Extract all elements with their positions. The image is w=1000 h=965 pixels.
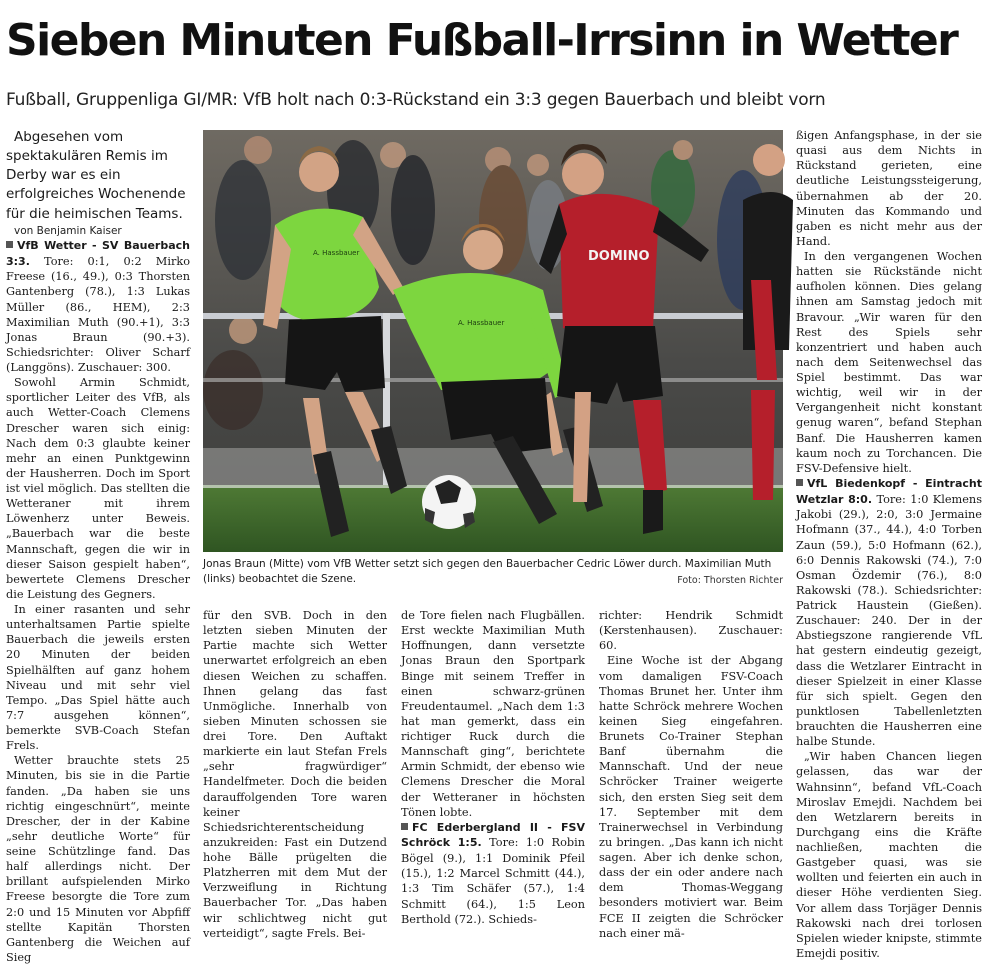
paragraph: für den SVB. Doch in den letzten sieben Minuten der Partie machte sich Wetter unerwartet erfolgreich an eben diesen Weichen zu schaffen. Ihnen gelang das fast Unmögliche. Innerhalb von sieben Minuten schossen sie drei Tore. Den Auftakt markierte ein laut Stefan Frels „sehr fragwürdiger“ Handelfmeter. Doch die beiden darauffolgenden Tore waren keiner Schiedsrichterentscheidung anzukreiden: Fast ein Dutzend hohe Bälle prügelten die Platzherren mit dem Mut der Verzweiflung in Richtung Bauerbacher Tor. „Das haben wir schlichtweg nicht gut verteidigt“, sagte Frels. Bei- [203,609,387,940]
football-scene-image [203,130,783,552]
football-ball [422,475,476,529]
column-5 [796,128,982,960]
paragraph: In den vergangenen Wochen hatten sie Rückstände nicht aufholen können. Dies gelang ihnen am Samstag jedoch mit Bravour. „Wir waren für den Rest des Spiels sehr konzentriert und haben auch nach dem Seitenwechsel das Spiel bestimmt. Das war wichtig, weil wir in der Vergangenheit nicht konstant genug waren“, befand Stephan Banf. Die Hausherren kamen kaum noch zu Torchancen. Die FSV-Defensive hielt. [796,250,982,475]
column-1 [6,128,191,964]
result-block-biedenkopf [796,476,982,749]
teaser: Abgesehen vom spektakulären Remis im Derby war es ein erfolgreiches Wochenende für die heimischen Teams. [6,129,186,222]
column-2 [203,608,387,940]
paragraph: ßigen Anfangsphase, in der sie quasi aus dem Nichts in Rückstand gerieten, eine deutliche Leistungssteigerung, übernahmen ab der 20. Minuten das Kommando und gaben es nicht mehr aus der Hand. [796,129,982,248]
shirt-sponsor-domino: DOMINO [588,249,650,264]
square-bullet-icon [796,479,803,486]
result-block-wetter [6,238,190,375]
result-title: VfL Biedenkopf - Eintracht Wetzlar 8:0. [796,476,982,506]
paragraph: In einer rasanten und sehr unterhaltsamen Partie spielte Bauerbach die jeweils ersten 20 Minuten der beiden Spielhälften auf ganz hohem Niveau und mit sehr viel Tempo. „Das Spiel hätte auch 7:7 ausgehen können“, bemerkte SVB-Coach Stefan Frels. [6,603,190,753]
column-4 [599,608,783,940]
square-bullet-icon [401,823,408,830]
paragraph: Eine Woche ist der Abgang vom damaligen FSV-Coach Thomas Brunet her. Unter ihm hatte Schröck mehrere Wochen keinen Sieg eingefahren. Brunets Co-Trainer Stephan Banf übernahm die Mannschaft. Und der neue Schröcker Trainer weigerte sich, den ersten Sieg seit dem 17. September mit dem Trainerwechsel in Verbindung zu bringen. „Das kann ich nicht sagen. Aber ich denke schon, dass der ein oder andere nach dem Thomas-Weggang besonders motiviert war. Beim FCE II zeigten die Schröcker nach einer mä- [599,654,783,940]
headline: Sieben Minuten Fußball-Irrsinn in Wetter [6,15,958,66]
caption-text: Jonas Braun (Mitte) vom VfB Wetter setzt sich gegen den Bauerbacher Cedric Löwer durch. Maximilian Muth (links) beobachtet die Szene. [203,558,772,586]
byline: von Benjamin Kaiser [14,224,122,237]
paragraph: de Tore fielen nach Flugbällen. Erst weckte Maximilian Muth Hoffnungen, dann versetzte Jonas Braun den Sportpark Binge mit seinem Treffer in einen schwarz-grünen Freudentaumel. „Nach dem 1:3 hat man gemerkt, dass ein richtiger Ruck durch die Mannschaft ging“, berichtete Armin Schmidt, der ebenso wie Clemens Drescher die Moral der Wetteraner in höchsten Tönen lobte. [401,609,585,819]
result-text: Tore: 1:0 Klemens Jakobi (29.), 2:0, 3:0 Jermaine Hofmann (37., 44.), 4:0 Torben Zaun (59.), 5:0 Hofmann (62.), 6:0 Dennis Rakowski (74.), 7:0 Osman Özdemir (76.), 8:0 Rakowski (78.). Schiedsrichter: Patrick Haustein (Gießen). Zuschauer: 240. Der in der Abstiegszone rangierende VfL hat gestern eindeutig gezeigt, dass die Wetzlarer Eintracht in dieser Spielzeit in einer Klasse für sich spielt. Gegen den punktlosen Tabellenletzten brauchten die Hausherren eine halbe Stunde. [796,492,982,749]
square-bullet-icon [6,241,13,248]
subheadline: Fußball, Gruppenliga GI/MR: VfB holt nach 0:3-Rückstand ein 3:3 gegen Bauerbach und bleibt vorn [6,90,826,110]
paragraph: richter: Hendrik Schmidt (Kerstenhausen). Zuschauer: 60. [599,609,783,653]
photo-credit: Foto: Thorsten Richter [677,575,783,587]
result-text: Tore: 0:1, 0:2 Mirko Freese (16., 49.), 0:3 Thorsten Gantenberg (78.), 1:3 Lukas Müller (86., HEM), 2:3 Maximilian Muth (90.+1), 3:3 Jonas Braun (90.+3). Schiedsrichter: Oliver Scharf (Langgöns). Zuschauer: 300. [6,254,191,375]
column-3 [401,608,585,926]
paragraph: „Wir haben Chancen liegen gelassen, das war der Wahnsinn“, befand VfL-Coach Miroslav Emejdi. Nachdem bei den Wetzlarern bereits in Durchgang eins die Kräfte nachließen, machten die Gastgeber quasi, was sie wollten und feierten ein auch in dieser Höhe verdienten Sieg. Vor allem dass Torjäger Dennis Rakowski nach drei torlosen Spielen wieder knipste, stimmte Emejdi positiv. [796,750,982,960]
shirt-sponsor-text: A. Hassbauer [458,319,505,327]
result-title: FC Ederbergland II - FSV Schröck 1:5. [401,820,585,850]
result-block-ederbergland [401,820,585,927]
paragraph: Sowohl Armin Schmidt, sportlicher Leiter des VfB, als auch Wetter-Coach Clemens Drescher waren sich einig: Nach dem 0:3 glaubte keiner mehr an einen Punktgewinn der Hausherren. Doch im Sport ist viel möglich. Das stellten die Wetteraner mit ihrem Löwenherz unter Beweis. „Bauerbach war die beste Mannschaft, gegen die wir in dieser Saison gespielt haben“, bewertete Clemens Drescher die Leistung des Gegners. [6,376,190,601]
match-photo [203,130,783,552]
result-title: VfB Wetter - SV Bauerbach 3:3. [6,238,190,268]
paragraph: Wetter brauchte stets 25 Minuten, bis sie in die Partie fanden. „Da haben sie uns richtig eingeschnürt“, meinte Drescher, der in der Kabine „sehr deutliche Worte“ für seine Schützlinge fand. Das half allerdings nicht. Der brillant aufspielenden Mirko Freese besorgte die Tore zum 2:0 und 15 Minuten vor Abpfiff stellte Kapitän Thorsten Gantenberg die Weichen auf Sieg [6,754,190,964]
result-text: Tore: 1:0 Robin Bögel (9.), 1:1 Dominik Pfeil (15.), 1:2 Marcel Schmitt (44.), 1:3 Tim Schäfer (57.), 1:4 Schmitt (64.), 1:5 Leon Berthold (72.). Schieds- [401,836,585,926]
photo-caption [203,557,783,588]
shirt-sponsor-text: A. Hassbauer [313,249,360,257]
